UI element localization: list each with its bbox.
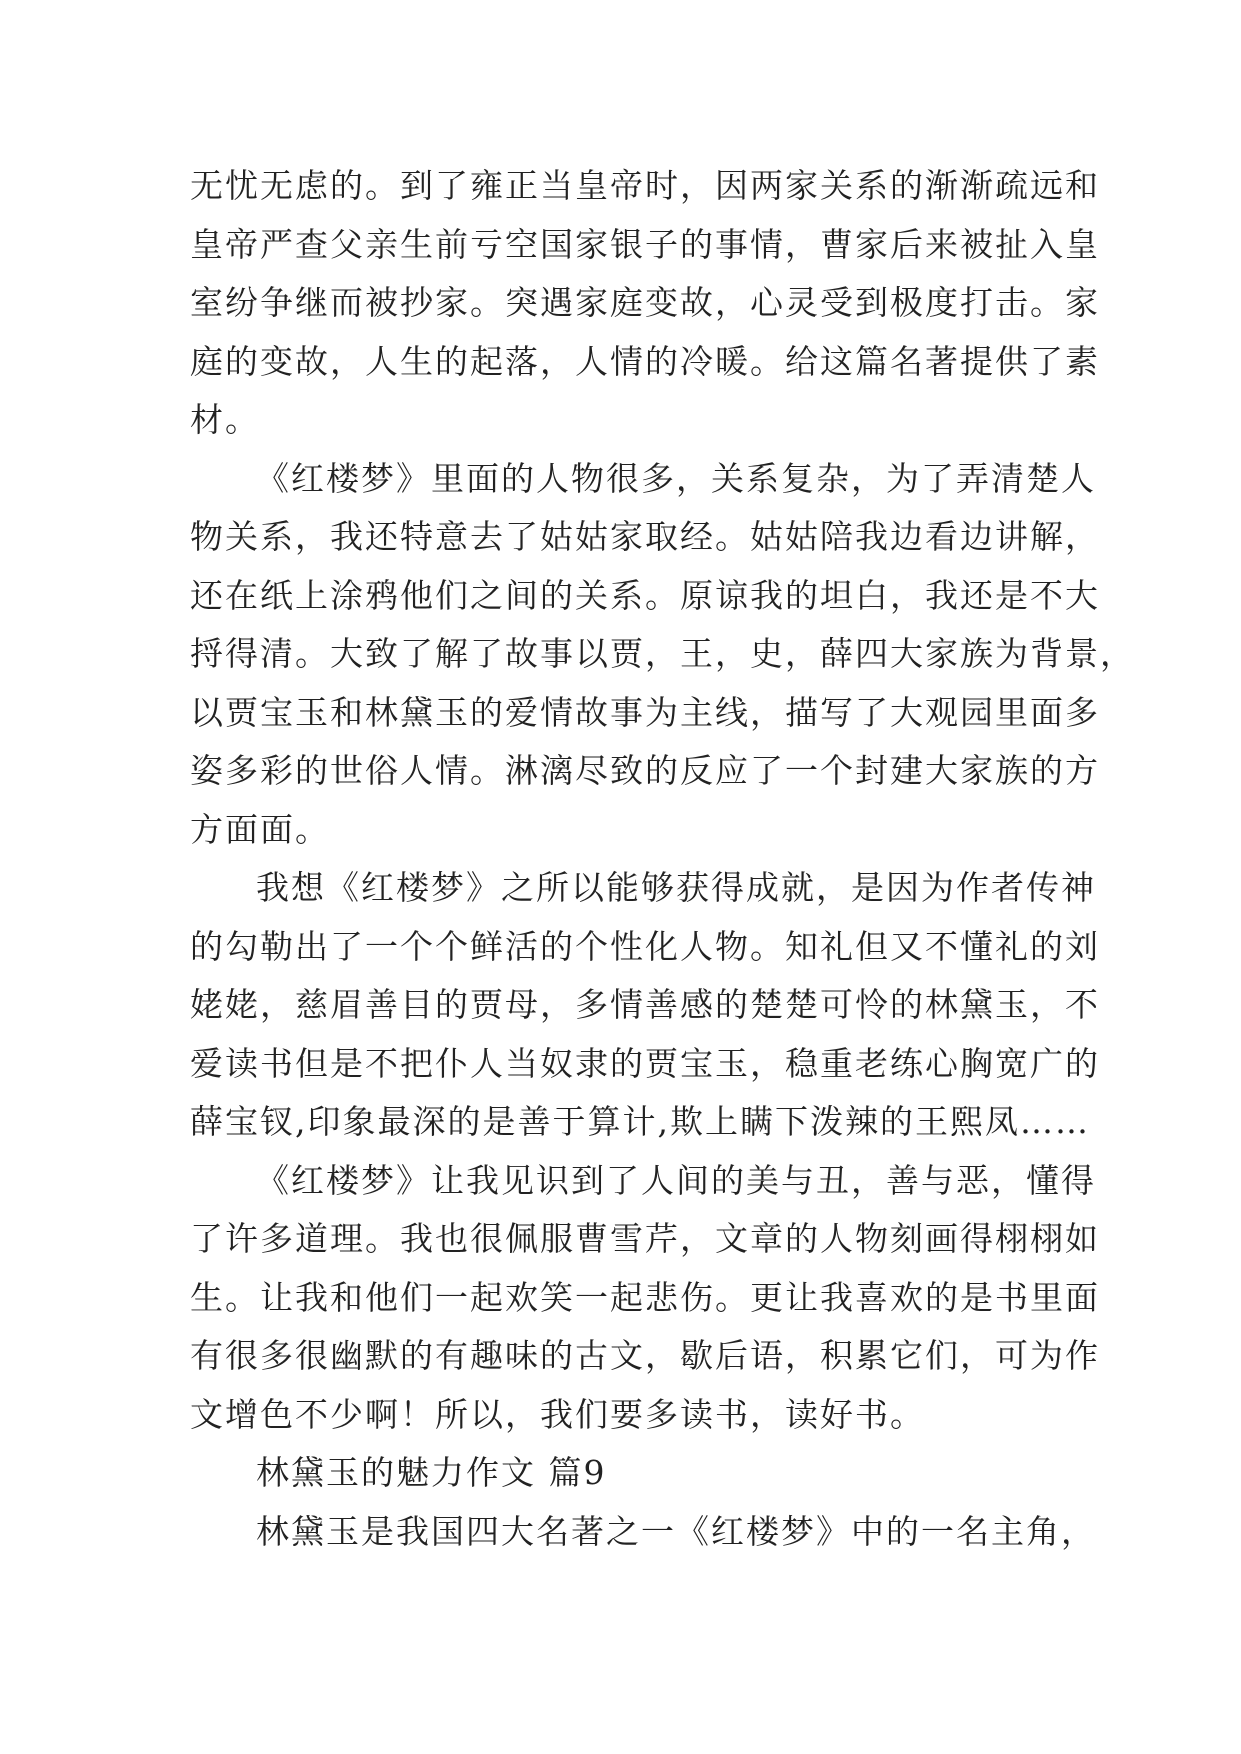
text-line: 姿多彩的世俗人情。淋漓尽致的反应了一个封建大家族的方 [190, 751, 1100, 790]
text-line: 生。让我和他们一起欢笑一起悲伤。更让我喜欢的是书里面 [190, 1277, 1100, 1317]
section-heading: 林黛玉的魅力作文 篇9 [256, 1453, 607, 1492]
paragraph-start-line: 《红楼梦》让我见识到了人间的美与丑，善与恶，懂得 [256, 1160, 1096, 1200]
text-line: 捋得清。大致了解了故事以贾，王，史，薛四大家族为背景， [190, 634, 1135, 673]
text-line: 的勾勒出了一个个鲜活的个性化人物。知礼但又不懂礼的刘 [190, 926, 1100, 966]
document-body [190, 157, 1135, 1561]
text-line: 材。 [190, 400, 260, 439]
text-line: 了许多道理。我也很佩服曹雪芹，文章的人物刻画得栩栩如 [190, 1219, 1100, 1258]
text-line: 文增色不少啊！所以，我们要多读书，读好书。 [190, 1394, 925, 1434]
text-line: 室纷争继而被抄家。突遇家庭变故，心灵受到极度打击。家 [190, 283, 1100, 322]
paragraph-start-line: 《红楼梦》里面的人物很多，关系复杂，为了弄清楚人 [256, 458, 1096, 498]
text-line: 皇帝严查父亲生前亏空国家银子的事情，曹家后来被扯入皇 [190, 224, 1100, 264]
text-line: 有很多很幽默的有趣味的古文，歇后语，积累它们，可为作 [190, 1336, 1100, 1375]
paragraph-start-line: 我想《红楼梦》之所以能够获得成就，是因为作者传神 [256, 868, 1096, 907]
text-line: 物关系，我还特意去了姑姑家取经。姑姑陪我边看边讲解， [190, 517, 1100, 556]
text-line: 方面面。 [190, 809, 330, 849]
text-line: 还在纸上涂鸦他们之间的关系。原谅我的坦白，我还是不大 [190, 575, 1100, 615]
text-line: 庭的变故，人生的起落，人情的冷暖。给这篇名著提供了素 [190, 341, 1100, 381]
text-line: 薛宝钗,印象最深的是善于算计,欺上瞒下泼辣的王熙凤…… [190, 1102, 1090, 1141]
text-line: 爱读书但是不把仆人当奴隶的贾宝玉，稳重老练心胸宽广的 [190, 1043, 1100, 1083]
text-line: 无忧无虑的。到了雍正当皇帝时，因两家关系的渐渐疏远和 [190, 166, 1100, 205]
paragraph-start-line: 林黛玉是我国四大名著之一《红楼梦》中的一名主角， [256, 1511, 1096, 1551]
text-line: 姥姥，慈眉善目的贾母，多情善感的楚楚可怜的林黛玉，不 [190, 985, 1100, 1024]
text-line: 以贾宝玉和林黛玉的爱情故事为主线，描写了大观园里面多 [190, 692, 1100, 732]
